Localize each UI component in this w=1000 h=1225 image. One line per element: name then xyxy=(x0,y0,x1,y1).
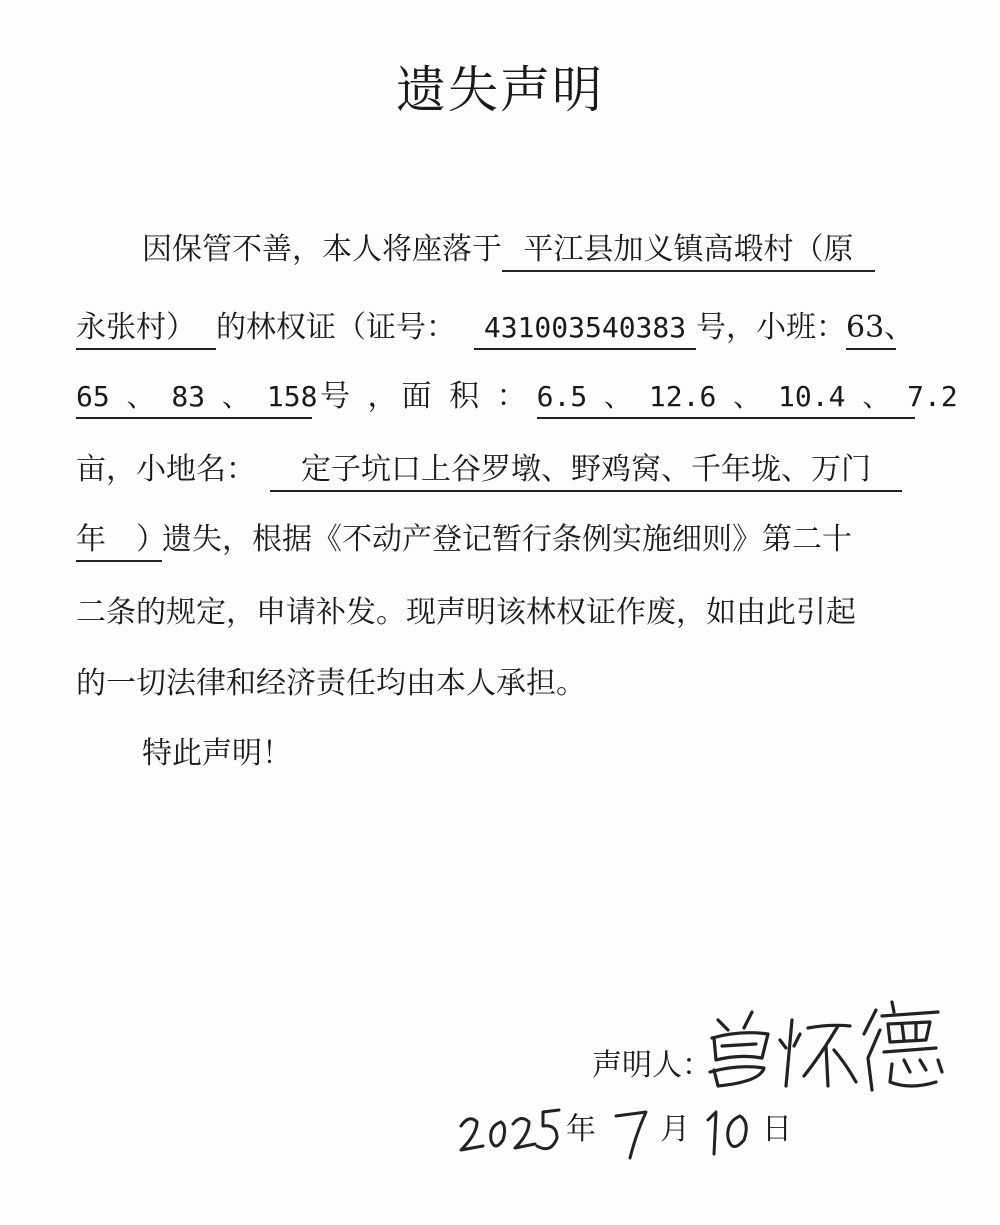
body-line-7: 的一切法律和经济责任均由本人承担。 xyxy=(76,666,586,701)
place-name-fill: 定子坑口上谷罗墩、野鸡窝、千年垅、万门 xyxy=(270,450,902,492)
body-line-2 xyxy=(76,308,915,350)
line-3-text: 号 ，面 积 ： xyxy=(320,379,531,414)
line-2-suffix: 号，小班： xyxy=(696,310,846,345)
line-1-text: 因保管不善，本人将座落于 xyxy=(142,232,502,267)
handwritten-year xyxy=(455,1100,565,1170)
closing-statement: 特此声明！ xyxy=(142,736,292,771)
line-4-text: 亩，小地名： xyxy=(76,452,256,487)
subcompartment-numbers: 65 、 83 、 158 xyxy=(76,377,312,419)
handwritten-signature xyxy=(700,990,950,1100)
line-5-text: 遗失，根据《不动产登记暂行条例实施细则》第二十 xyxy=(162,522,852,557)
body-line-5 xyxy=(76,520,852,562)
declarant-label: 声明人： xyxy=(592,1048,712,1083)
body-line-4 xyxy=(76,450,902,492)
day-unit: 日 xyxy=(762,1112,792,1147)
page-title: 遗失声明 xyxy=(396,61,604,119)
year-unit: 年 xyxy=(566,1112,596,1147)
handwritten-day xyxy=(700,1100,770,1170)
place-name-fill-cont: 年 ） xyxy=(76,520,162,562)
location-fill: 平江县加义镇高塅村（原 xyxy=(502,230,875,272)
body-line-3 xyxy=(76,377,958,419)
certificate-number: 431003540383 xyxy=(474,308,696,350)
area-values: 6.5 、 12.6 、 10.4 、 7.2 xyxy=(537,377,915,419)
month-unit: 月 xyxy=(660,1112,690,1147)
body-line-1 xyxy=(142,230,875,272)
body-line-6: 二条的规定，申请补发。现声明该林权证作废，如由此引起 xyxy=(76,595,856,630)
handwritten-month xyxy=(608,1100,658,1170)
subcompartment-fill: 63、 xyxy=(846,308,896,350)
line-2-text: 的林权证（证号： xyxy=(216,310,456,345)
location-fill-cont: 永张村） xyxy=(76,308,216,350)
